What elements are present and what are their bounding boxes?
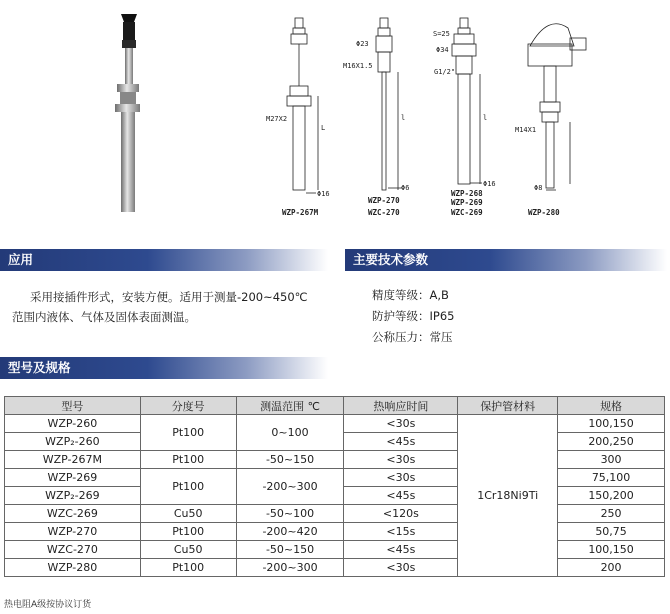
dim-g12: G1/2"	[434, 68, 456, 76]
caption-wzc-270: WZC-270	[368, 208, 400, 217]
section-header-models: 型号及规格	[0, 357, 328, 379]
cell-size: 100,150	[558, 541, 665, 559]
cell-range: -50~150	[236, 541, 344, 559]
dim-phi8: Φ8	[534, 184, 543, 192]
models-table	[4, 396, 665, 577]
dim-m27: M27X2	[266, 115, 288, 123]
cell-material: 1Cr18Ni9Ti	[458, 415, 558, 577]
cell-model: WZP₂-260	[5, 433, 141, 451]
table-row	[5, 523, 665, 541]
application-text	[12, 287, 332, 327]
cell-response: <120s	[344, 505, 458, 523]
tech-param-accuracy: 精度等级：A,B	[372, 288, 449, 302]
cell-size: 250	[558, 505, 665, 523]
cell-size: 300	[558, 451, 665, 469]
drawing-wzp-270	[376, 18, 402, 190]
product-drawings	[0, 0, 670, 232]
table-row	[5, 559, 665, 577]
table-row	[5, 505, 665, 523]
cell-range: -50~150	[236, 451, 344, 469]
cell-range: -50~100	[236, 505, 344, 523]
dim-l3: l	[483, 114, 488, 122]
cell-size: 100,150	[558, 415, 665, 433]
header-graduation: 分度号	[140, 397, 236, 415]
cell-response: <30s	[344, 451, 458, 469]
drawing-wzp-267m	[287, 18, 318, 193]
cell-response: <45s	[344, 487, 458, 505]
tech-param-pressure: 公称压力：常压	[372, 330, 453, 344]
caption-wzp-267m: WZP-267M	[282, 208, 319, 217]
caption-wzp-268: WZP-268	[451, 189, 483, 198]
dim-s25: S=25	[433, 30, 450, 38]
dim-phi34: Φ34	[436, 46, 449, 54]
dim-l: L	[321, 124, 326, 132]
cell-size: 200,250	[558, 433, 665, 451]
cell-model: WZP₂-269	[5, 487, 141, 505]
header-model: 型号	[5, 397, 141, 415]
drawing-wzp-280	[528, 24, 586, 190]
cell-grad: Pt100	[140, 415, 236, 451]
drawing-wzp-269	[452, 18, 482, 184]
table-header-row	[5, 397, 665, 415]
caption-wzp-269: WZP-269	[451, 198, 483, 207]
header-response: 热响应时间	[344, 397, 458, 415]
cell-grad: Pt100	[140, 559, 236, 577]
cell-grad: Cu50	[140, 541, 236, 559]
caption-wzp-280: WZP-280	[528, 208, 560, 217]
section-header-application: 应用	[0, 249, 328, 271]
tech-param-protection: 防护等级：IP65	[372, 309, 455, 323]
cell-range: -200~420	[236, 523, 344, 541]
application-line-2: 范围内液体、气体及固体表面测温。	[12, 310, 196, 324]
cell-grad: Pt100	[140, 469, 236, 505]
footnote: 热电阻A级按协议订货	[4, 600, 92, 610]
cell-grad: Cu50	[140, 505, 236, 523]
cell-size: 75,100	[558, 469, 665, 487]
cell-response: <45s	[344, 433, 458, 451]
cell-response: <30s	[344, 415, 458, 433]
dim-m16: M16X1.5	[343, 62, 373, 70]
cell-response: <15s	[344, 523, 458, 541]
cell-range: -200~300	[236, 469, 344, 505]
section-header-tech-params: 主要技术参数	[345, 249, 667, 271]
cell-model: WZC-270	[5, 541, 141, 559]
cell-model: WZP-267M	[5, 451, 141, 469]
cell-response: <30s	[344, 469, 458, 487]
sensor-photo	[115, 14, 140, 212]
table-row	[5, 541, 665, 559]
cell-grad: Pt100	[140, 451, 236, 469]
cell-model: WZP-260	[5, 415, 141, 433]
cell-model: WZP-280	[5, 559, 141, 577]
cell-size: 150,200	[558, 487, 665, 505]
header-range: 测温范围 ℃	[236, 397, 344, 415]
dim-m14: M14X1	[515, 126, 537, 134]
cell-response: <30s	[344, 559, 458, 577]
cell-model: WZP-270	[5, 523, 141, 541]
cell-model: WZC-269	[5, 505, 141, 523]
caption-wzp-270: WZP-270	[368, 196, 400, 205]
cell-size: 50,75	[558, 523, 665, 541]
cell-grad: Pt100	[140, 523, 236, 541]
tech-params-list	[372, 285, 652, 348]
dim-phi16: Φ16	[317, 190, 330, 198]
caption-wzc-269: WZC-269	[451, 208, 483, 217]
header-material: 保护管材料	[458, 397, 558, 415]
dim-l2: l	[401, 114, 406, 122]
cell-response: <45s	[344, 541, 458, 559]
table-row	[5, 415, 665, 433]
table-row	[5, 451, 665, 469]
header-size: 规格	[558, 397, 665, 415]
cell-model: WZP-269	[5, 469, 141, 487]
cell-size: 200	[558, 559, 665, 577]
dim-phi16b: Φ16	[483, 180, 496, 188]
cell-range: -200~300	[236, 559, 344, 577]
application-line-1: 采用接插件形式，安装方便。适用于测量-200~450℃	[30, 290, 308, 304]
cell-range: 0~100	[236, 415, 344, 451]
table-row	[5, 469, 665, 487]
dim-phi6: Φ6	[401, 184, 410, 192]
dim-phi23: Φ23	[356, 40, 369, 48]
